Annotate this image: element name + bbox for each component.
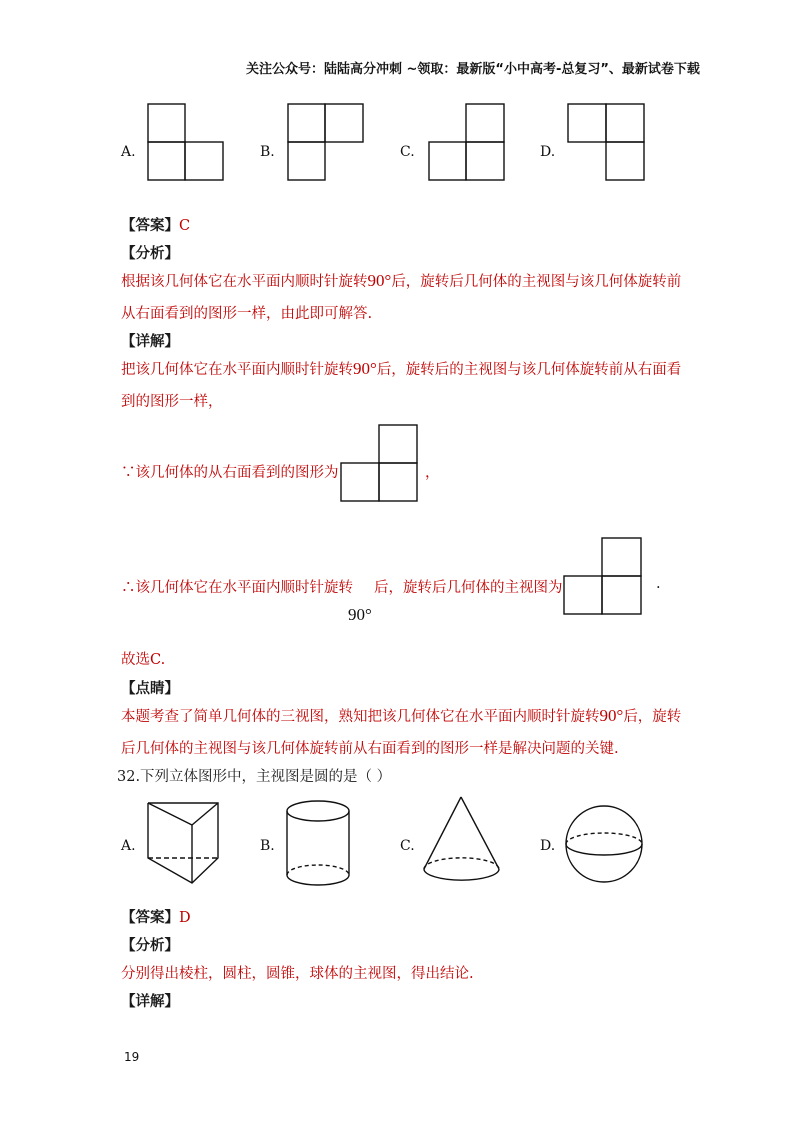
analysis-line-2: 从右面看到的图形一样，由此即可解答. <box>121 306 373 322</box>
comment-tag: 【点睛】 <box>121 680 179 697</box>
q32-option-a-label: A. <box>121 838 136 854</box>
page-header: 关注公众号：陆陆高分冲刺 ~领取：最新版“小中高考-总复习”、最新试卷下载 <box>246 62 700 77</box>
q32-option-c-label: C. <box>400 838 415 854</box>
q32-detail-tag: 【详解】 <box>121 993 179 1010</box>
comment-line-1a: 本题考查了简单几何体的三视图，熟知把该几何体它在水平面内顺时针旋转 <box>121 709 600 725</box>
q32-analysis-text: 分别得出棱柱，圆柱，圆锥，球体的主视图，得出结论. <box>121 966 474 982</box>
option-d-label: D. <box>540 144 556 160</box>
option-d-figure <box>568 104 646 182</box>
analysis-line-1b: 后，旋转后几何体的主视图与该几何体旋转前 <box>391 274 682 290</box>
triangular-prism-figure <box>148 803 220 887</box>
right-view-figure <box>341 425 419 503</box>
option-a-label: A. <box>121 144 136 160</box>
therefore-angle: 90° <box>348 605 372 624</box>
because-text: ∵该几何体的从右面看到的图形为 <box>121 465 339 481</box>
detail-tag: 【详解】 <box>121 333 179 350</box>
comment-line-2: 后几何体的主视图与该几何体旋转前从右面看到的图形一样是解决问题的关键. <box>121 741 619 757</box>
therefore-text-b: 后，旋转后几何体的主视图为 <box>374 580 563 596</box>
angle-value: 90° <box>353 359 377 378</box>
option-b-figure <box>288 104 366 182</box>
q32-analysis-tag: 【分析】 <box>121 937 179 954</box>
answer-line <box>121 214 190 235</box>
answer-tag: 【答案】 <box>121 217 179 234</box>
detail-line-1b: 后，旋转后的主视图与该几何体旋转前从右面看 <box>376 362 682 378</box>
q32-answer-tag: 【答案】 <box>121 909 179 926</box>
therefore-text-a: ∴该几何体它在水平面内顺时针旋转 <box>121 580 353 596</box>
conclusion: 故选C. <box>121 652 166 668</box>
answer-value: C <box>179 218 191 234</box>
angle-value: 90° <box>367 271 392 290</box>
detail-line-1 <box>121 358 681 379</box>
because-end: ， <box>425 465 440 481</box>
cone-figure <box>423 797 503 887</box>
q32-option-b-label: B. <box>260 838 275 854</box>
angle-value: 90° <box>599 706 624 725</box>
analysis-line-1a: 根据该几何体它在水平面内顺时针旋转 <box>121 274 368 290</box>
option-a-figure <box>148 104 226 182</box>
option-c-figure <box>429 104 507 182</box>
question-32-stem: 32.下列立体图形中，主视图是圆的是（ ） <box>117 769 392 785</box>
q32-answer-line <box>121 906 191 927</box>
detail-line-2: 到的图形一样， <box>121 394 223 410</box>
front-view-figure <box>564 538 644 616</box>
q32-option-d-label: D. <box>540 838 556 854</box>
sphere-figure <box>565 805 645 885</box>
cylinder-figure <box>286 800 352 890</box>
comment-line-1 <box>121 705 681 726</box>
q32-answer-value: D <box>179 910 191 926</box>
page-number: 19 <box>124 1050 140 1064</box>
comment-line-1b: 后，旋转 <box>623 709 682 725</box>
analysis-tag: 【分析】 <box>121 245 179 262</box>
detail-line-1a: 把该几何体它在水平面内顺时针旋转 <box>121 362 353 378</box>
option-b-label: B. <box>260 144 275 160</box>
analysis-line-1 <box>121 270 681 291</box>
therefore-end: . <box>656 576 661 592</box>
option-c-label: C. <box>400 144 415 160</box>
